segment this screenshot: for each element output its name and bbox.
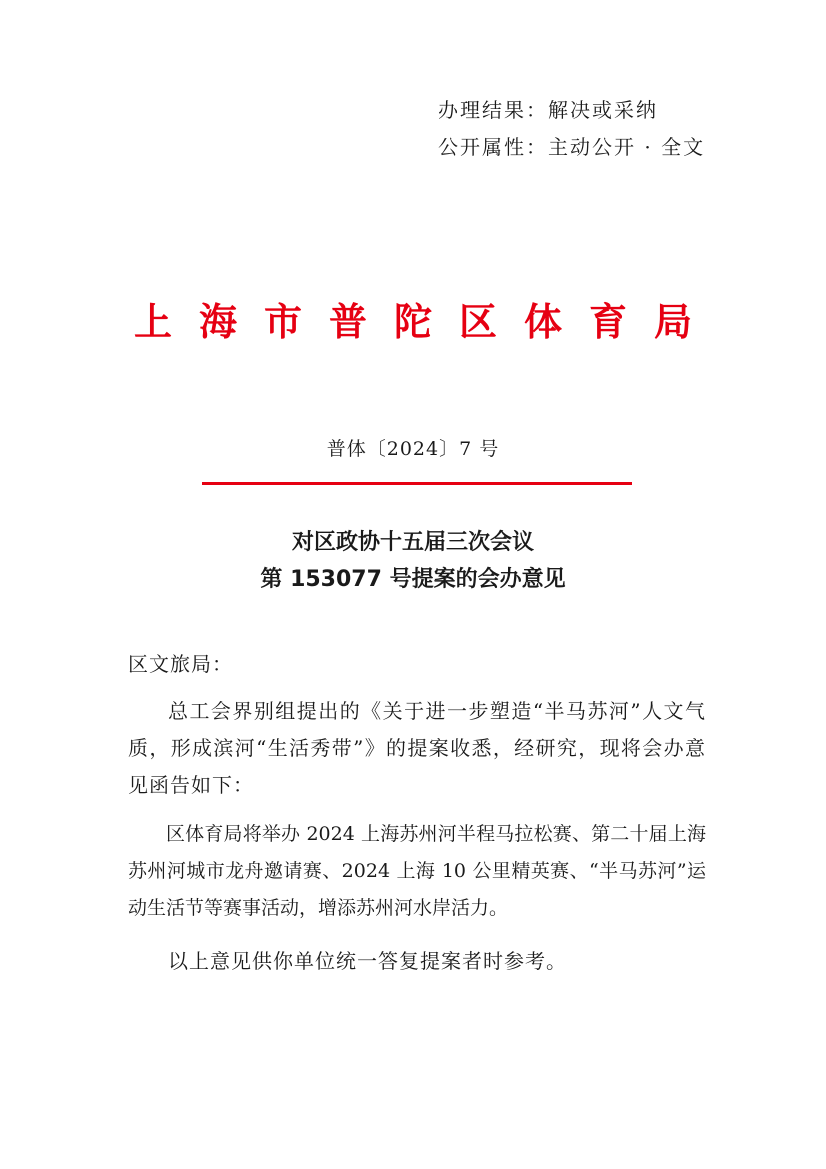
body-paragraph-2: 区体育局将举办 2024 上海苏州河半程马拉松赛、第二十届上海苏州河城市龙舟邀请赛、2024 上海 10 公里精英赛、“半马苏河”运动生活节等赛事活动，增添苏州河水岸活力。 — [128, 823, 706, 919]
body-paragraph-3: 以上意见供你单位统一答复提案者时参考。 — [168, 949, 567, 973]
disclosure-label: 公开属性： — [438, 135, 548, 159]
title-line-1: 对区政协十五届三次会议 — [291, 530, 534, 555]
disclosure-value: 主动公开 · 全文 — [548, 135, 706, 159]
body-paragraph-1: 总工会界别组提出的《关于进一步塑造“半马苏河”人文气质，形成滨河“生活秀带”》的提案收悉，经研究，现将会办意见函告如下： — [128, 699, 706, 797]
issuing-agency-header: 上海市普陀区体育局 — [133, 299, 719, 344]
title-line-2: 第 153077 号提案的会办意见 — [260, 567, 566, 592]
addressee: 区文旅局： — [128, 652, 233, 676]
red-divider-line — [202, 482, 632, 485]
handling-result-value: 解决或采纳 — [548, 98, 658, 122]
document-body — [128, 646, 706, 980]
handling-result-row — [438, 92, 705, 129]
document-title — [0, 524, 826, 598]
document-metadata — [438, 92, 705, 166]
handling-result-label: 办理结果： — [438, 98, 548, 122]
disclosure-row — [438, 129, 705, 166]
document-number: 普体〔2024〕7 号 — [326, 438, 500, 460]
